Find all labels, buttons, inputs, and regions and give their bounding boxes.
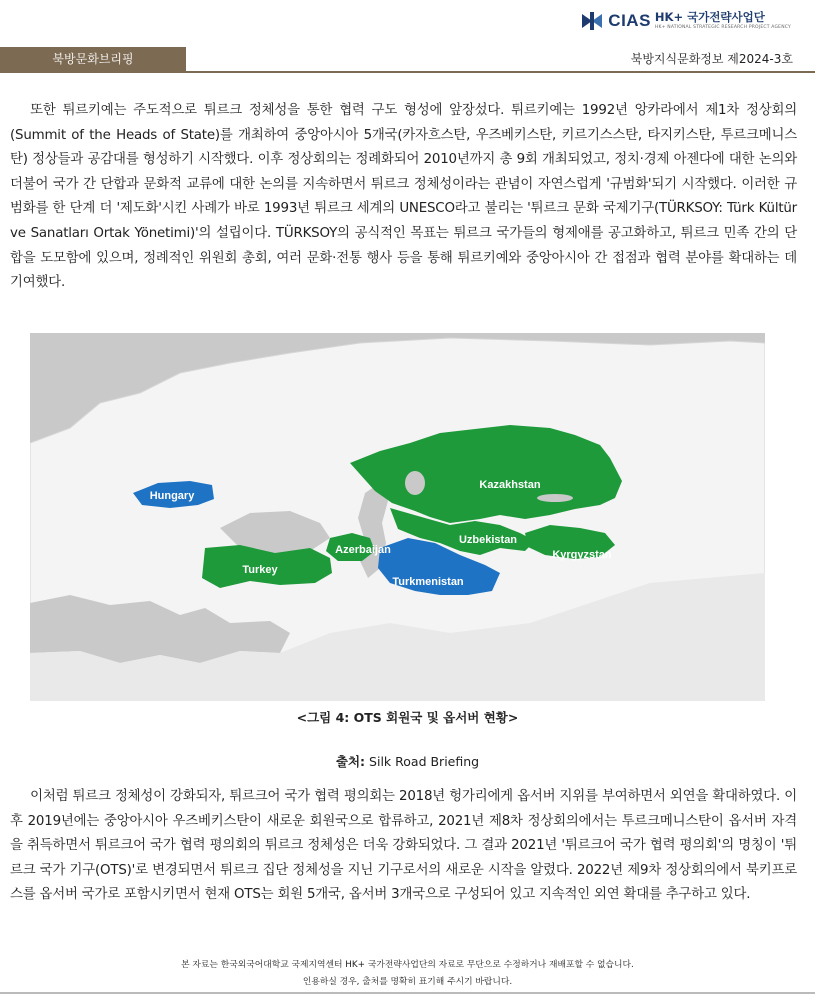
map-label-turkmenistan: Turkmenistan [392, 576, 464, 588]
logo-subtitle: HK+ NATIONAL STRATEGIC RESEARCH PROJECT AGENCY [654, 24, 791, 30]
footer-notice-1: 본 자료는 한국외국어대학교 국제지역센터 HK+ 국가전략사업단의 자료로 무단으로 수정하거나 재배포할 수 없습니다. [181, 960, 634, 970]
map-lake-balkhash [537, 494, 573, 502]
source-label: 출처: [335, 754, 366, 769]
map-label-turkey: Turkey [242, 564, 278, 576]
issue-label: 북방지식문화정보 제2024-3호 [630, 52, 793, 66]
footer-divider [0, 992, 815, 994]
cias-logo-icon [580, 10, 604, 32]
ots-member-map [30, 333, 765, 701]
map-aral-sea [405, 471, 425, 495]
figure-source [0, 752, 815, 770]
map-label-uzbekistan: Uzbekistan [458, 534, 518, 546]
figure-caption: <그림 4: OTS 회원국 및 옵서버 현황> [296, 710, 519, 725]
map-label-azerbaijan: Azerbaijan [335, 544, 391, 556]
map-label-kyrgyzstan: Kyrgyzstan [552, 549, 612, 561]
cias-logo [580, 10, 791, 32]
header-band [0, 47, 815, 73]
map-label-hungary: Hungary [149, 490, 195, 502]
footer-notice-2: 인용하실 경우, 출처를 명확히 표기해 주시기 바랍니다. [302, 977, 513, 987]
section-label: 북방문화브리핑 [0, 47, 186, 71]
body-paragraph-2: 이처럼 튀르크 정체성이 강화되자, 튀르크어 국가 협력 평의회는 2018년 헝가리에게 옵서버 지위를 부여하면서 외연을 확대하였다. 이후 2019년에는 중앙아시아 우즈베키스탄이 새로운 회원국으로 합류하고, 2021년 제8차 정상회의에서는 투르크메니스탄이 옵서버 자격을 취득하면서 튀르크어 국가 협력 평의회의 튀르크 정체성은 더욱 강화되었다. 그 결과 2021년 '튀르크어 국가 협력 평의회'의 명칭이 '튀르크 국가 기구(OTS)'로 변경되면서 튀르크 집단 정체성을 지닌 기구로서의 새로운 시작을 알렸다. 2022년 제9차 정상회의에서 북키프로스를 옵서버 국가로 포함시키면서 현재 OTS는 회원 5개국, 옵서버 3개국으로 구성되어 있고 지속적인 외연 확대를 추구하고 있다. [10, 789, 797, 903]
source-value: Silk Road Briefing [369, 754, 480, 769]
map-label-kazakhstan: Kazakhstan [479, 479, 541, 491]
logo-title: HK+ 국가전략사업단 [654, 10, 765, 24]
logo-text: CIAS [608, 11, 651, 30]
body-paragraph-1: 또한 튀르키예는 주도적으로 튀르크 정체성을 통한 협력 구도 형성에 앞장섰다. 튀르키예는 1992년 앙카라에서 제1차 정상회의(Summit of the Heads of State)를 개최하여 중앙아시아 5개국(카자흐스탄, 우즈베키스탄, 키르기스스탄, 타지키스탄, 투르크메니스탄) 정상들과 공감대를 형성하기 시작했다. 이후 정상회의는 정례화되어 2010년까지 총 9회 개최되었고, 정치·경제 아젠다에 대한 논의와 더불어 국가 간 단합과 문화적 교류에 대한 논의를 지속하면서 튀르크 정체성이라는 관념이 자연스럽게 '규범화'되기 시작했다. 이러한 규범화를 한 단계 더 '제도화'시킨 사례가 바로 1993년 튀르크 세계의 UNESCO라고 불리는 '튀르크 문화 국제기구(TÜRKSOY: Türk Kültür ve Sanatları Ortak Yönetimi)'의 설립이다. TÜRKSOY의 공식적인 목표는 튀르크 국가들의 형제애를 공고화하고, 튀르크 민족 간의 단합을 도모함에 있으며, 정례적인 위원회 총회, 여러 문화·전통 행사 등을 통해 튀르키예와 중앙아시아 간 접점과 협력 분야를 확대하는 데 기여했다. [10, 103, 797, 291]
